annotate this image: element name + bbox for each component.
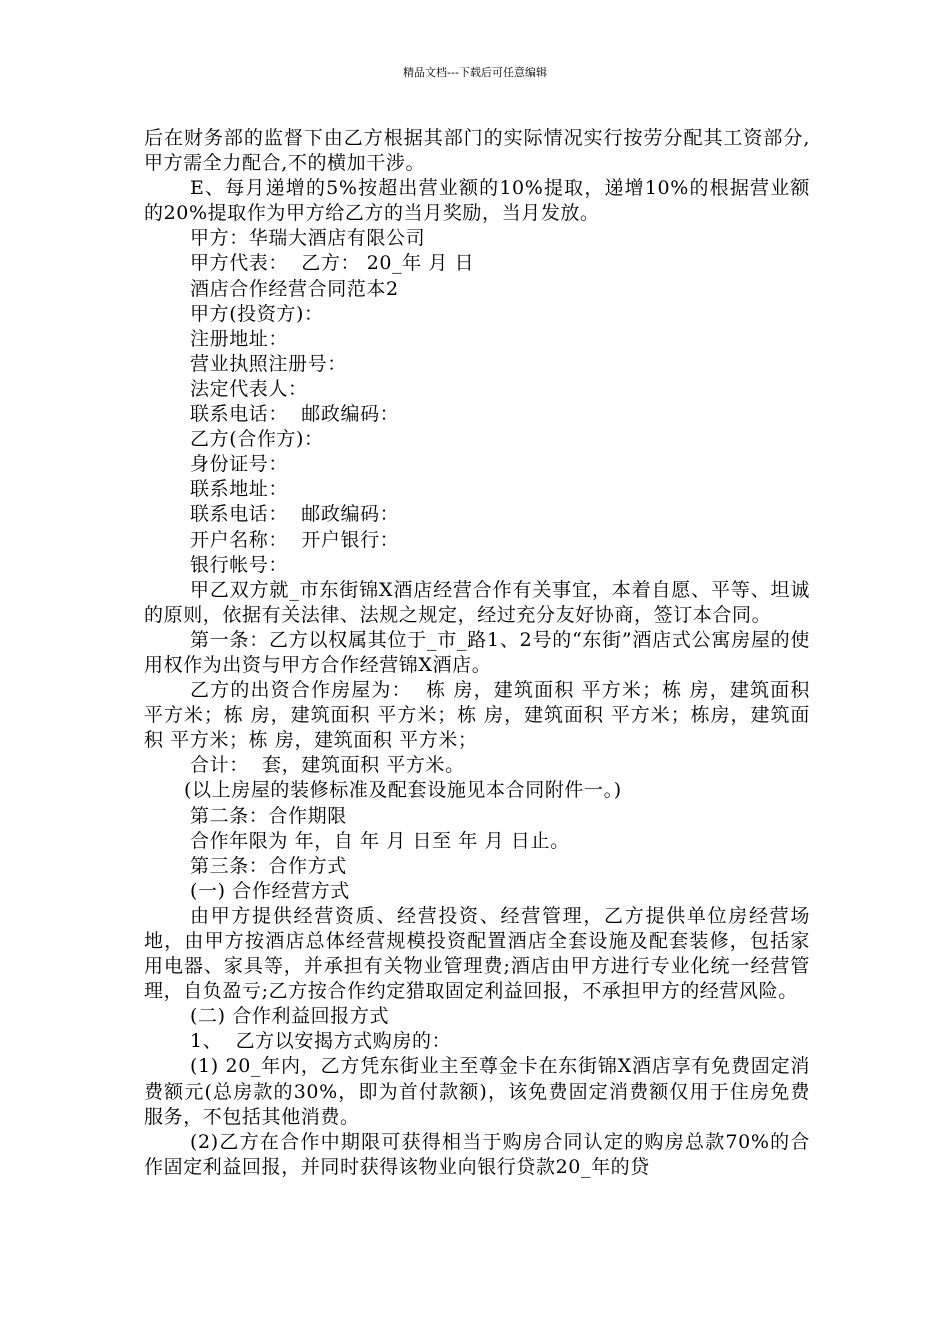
document-body	[144, 126, 817, 1180]
paragraph: 合作年限为 年，自 年 月 日至 年 月 日止。	[190, 829, 570, 852]
paragraph: 第三条：合作方式	[190, 854, 347, 877]
paragraph: 法定代表人：	[190, 377, 308, 400]
page-header: 精品文档---下载后可任意编辑	[403, 66, 547, 79]
paragraph: 甲乙双方就_市东街锦X酒店经营合作有关事宜，本着自愿、平等、坦诚的原则，依据有关法律、法规之规定，经过充分友好协商，签订本合同。	[144, 578, 810, 626]
paragraph: 甲方代表： 乙方： 20_年 月 日	[190, 252, 475, 275]
paragraph: 乙方的出资合作房屋为： 栋 房，建筑面积 平方米；栋 房，建筑面积 平方米；栋 房，建筑面积 平方米；栋 房，建筑面积 平方米；栋房，建筑面积 平方米；栋 房，建筑面积 平方米；	[144, 679, 817, 752]
paragraph: 甲方：华瑞大酒店有限公司	[190, 227, 426, 250]
paragraph: 营业执照注册号：	[190, 352, 347, 375]
paragraph: 联系电话： 邮政编码：	[190, 403, 400, 426]
paragraph: (2)乙方在合作中期限可获得相当于购房合同认定的购房总款70%的合作固定利益回报，并同时获得该物业向银行贷款20_年的贷	[144, 1130, 810, 1178]
paragraph: (二) 合作利益回报方式	[190, 1005, 390, 1028]
paragraph: 联系地址：	[190, 478, 289, 501]
paragraph: 酒店合作经营合同范本2	[190, 277, 399, 300]
paragraph: 银行帐号：	[190, 553, 289, 576]
paragraph: 后在财务部的监督下由乙方根据其部门的实际情况实行按劳分配其工资部分,甲方需全力配合,不的横加干涉。	[144, 127, 810, 175]
paragraph: (1) 20_年内，乙方凭东街业主至尊金卡在东街锦X酒店享有免费固定消费额元(总房款的30%，即为首付款额)，该免费固定消费额仅用于住房免费服务，不包括其他消费。	[144, 1055, 810, 1128]
paragraph: 开户名称： 开户银行：	[190, 528, 400, 551]
paragraph: 身份证号：	[190, 453, 289, 476]
paragraph: 第二条：合作期限	[190, 804, 347, 827]
paragraph: 注册地址：	[190, 327, 289, 350]
paragraph: 第一条：乙方以权属其位于_市_路1、2号的“东街”酒店式公寓房屋的使用权作为出资与甲方合作经营锦X酒店。	[144, 628, 810, 676]
paragraph: 甲方(投资方)：	[190, 302, 324, 325]
paragraph: 联系电话： 邮政编码：	[190, 503, 400, 526]
paragraph: 1、 乙方以安揭方式购房的：	[190, 1030, 452, 1053]
paragraph: 乙方(合作方)：	[190, 428, 324, 451]
paragraph: 由甲方提供经营资质、经营投资、经营管理，乙方提供单位房经营场地，由甲方按酒店总体经营规模投资配置酒店全套设施及配套装修，包括家用电器、家具等，并承担有关物业管理费;酒店由甲方进行专业化统一经营管理，自负盈亏;乙方按合作约定猎取固定利益回报，不承担甲方的经营风险。	[144, 904, 810, 1003]
paragraph: (以上房屋的装修标准及配套设施见本合同附件一。)	[184, 779, 622, 802]
paragraph: E、每月递增的5%按超出营业额的10%提取，递增10%的根据营业额的20%提取作为甲方给乙方的当月奖励，当月发放。	[144, 177, 810, 225]
paragraph: 合计： 套，建筑面积 平方米。	[190, 754, 465, 777]
paragraph: (一) 合作经营方式	[190, 879, 350, 902]
